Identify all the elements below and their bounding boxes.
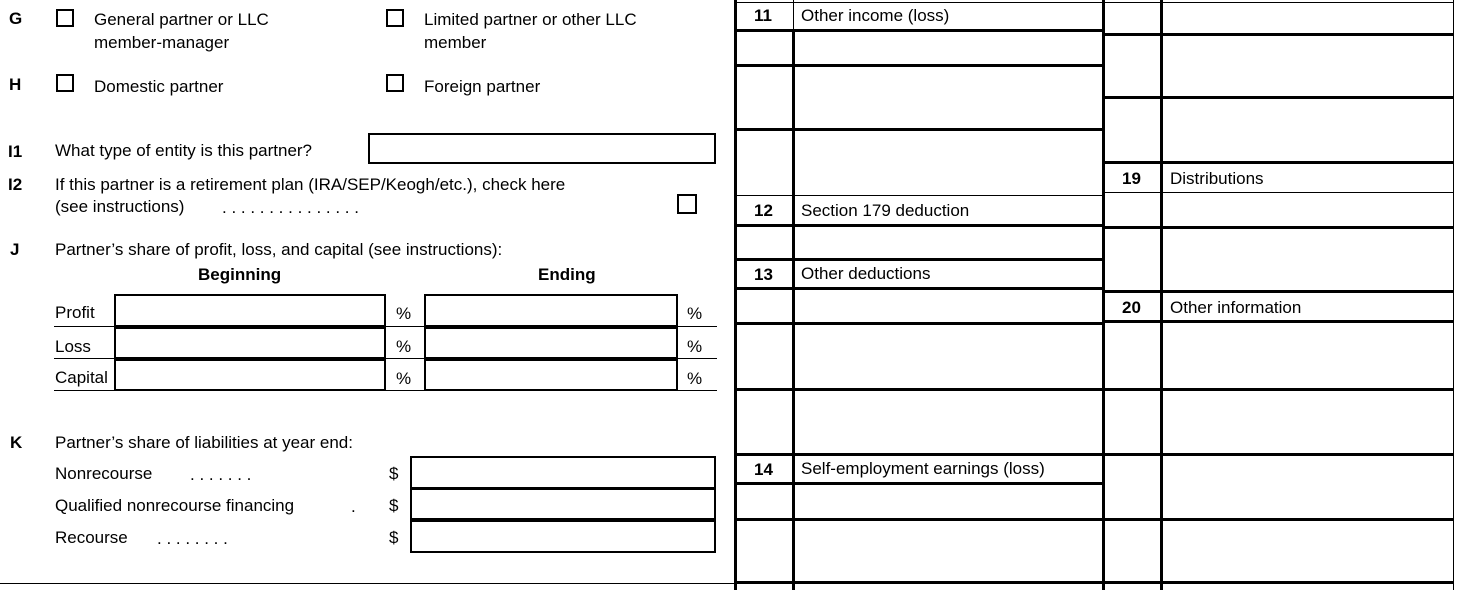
recourse-dollar-sign: $ xyxy=(389,528,399,547)
line-19-header-rule xyxy=(1102,192,1454,193)
loss-beginning-percent: % xyxy=(396,337,412,356)
foreign-partner-label: Foreign partner xyxy=(424,77,541,96)
domestic-partner-checkbox[interactable] xyxy=(56,74,74,92)
line-11-header-divider xyxy=(793,0,794,30)
capital-ending-percent: % xyxy=(687,369,703,388)
loss-row-label: Loss xyxy=(55,337,91,356)
nonrecourse-dollar-sign: $ xyxy=(389,464,399,483)
middle-column-left-border xyxy=(734,0,737,590)
line-20-number: 20 xyxy=(1122,298,1141,317)
ending-column-header: Ending xyxy=(538,265,596,284)
line-14-entry-2[interactable] xyxy=(795,521,1101,581)
item-letter-j: J xyxy=(10,240,20,259)
capital-row-label: Capital xyxy=(55,368,108,387)
general-partner-label-line1: General partner or LLC xyxy=(94,10,269,29)
right-column-number-divider xyxy=(1160,0,1163,590)
loss-beginning-field[interactable] xyxy=(114,327,386,359)
line-13-number: 13 xyxy=(754,265,773,284)
line-19-entry-2[interactable] xyxy=(1164,229,1452,290)
line-14-bottom-rule xyxy=(734,581,1104,584)
profit-ending-percent: % xyxy=(687,304,703,323)
retirement-plan-leader-dots: . . . . . . . . . . . . . . . xyxy=(222,198,359,217)
line-12-bottom-rule xyxy=(734,258,1104,261)
line-11-entry-1[interactable] xyxy=(795,32,1101,64)
beginning-column-header: Beginning xyxy=(198,265,282,284)
item-letter-g: G xyxy=(9,9,23,28)
line-20-entry-4[interactable] xyxy=(1164,521,1452,581)
general-partner-checkbox[interactable] xyxy=(56,9,74,27)
line-14-entry-1[interactable] xyxy=(795,485,1101,518)
share-profit-loss-capital-title: Partner’s share of profit, loss, and capital (see instructions): xyxy=(55,240,503,259)
recourse-label: Recourse xyxy=(55,528,128,547)
loss-ending-field[interactable] xyxy=(424,327,678,359)
line-12-entry-1[interactable] xyxy=(795,227,1101,258)
line-20-bottom-rule xyxy=(1102,581,1454,584)
line-20-entry-2[interactable] xyxy=(1164,391,1452,453)
line-14-number: 14 xyxy=(754,460,773,479)
line-13-bottom-rule xyxy=(734,453,1104,456)
line-12-label: Section 179 deduction xyxy=(801,201,970,220)
line-19-label: Distributions xyxy=(1170,169,1264,188)
foreign-partner-checkbox[interactable] xyxy=(386,74,404,92)
line-13-label: Other deductions xyxy=(801,264,931,283)
entity-type-field[interactable] xyxy=(368,133,716,164)
line-11-number: 11 xyxy=(754,6,772,25)
line-13-entry-3[interactable] xyxy=(795,391,1101,453)
profit-beginning-field[interactable] xyxy=(114,294,386,327)
line-19-entry-1[interactable] xyxy=(1164,194,1452,226)
profit-ending-field[interactable] xyxy=(424,294,678,327)
item-letter-i2: I2 xyxy=(8,175,23,194)
qualified-nonrecourse-leader-dots: . xyxy=(351,497,356,516)
entity-type-question: What type of entity is this partner? xyxy=(55,141,313,160)
liabilities-title: Partner’s share of liabilities at year end: xyxy=(55,433,353,452)
profit-row-rule xyxy=(54,326,717,327)
capital-row-rule xyxy=(54,390,717,391)
limited-partner-label-line2: member xyxy=(424,33,487,52)
right-column-right-border xyxy=(1453,0,1454,590)
line-11-continuation-entry-3[interactable] xyxy=(1164,99,1452,161)
left-section-bottom-rule xyxy=(0,583,736,584)
retirement-plan-text-line1: If this partner is a retirement plan (IRA/SEP/Keogh/etc.), check here xyxy=(55,175,566,194)
item-letter-k: K xyxy=(10,433,23,452)
line-14-label: Self-employment earnings (loss) xyxy=(801,459,1045,478)
recourse-field[interactable] xyxy=(410,520,716,553)
line-12-number: 12 xyxy=(754,201,773,220)
recourse-leader-dots: . . . . . . . . xyxy=(157,529,228,548)
nonrecourse-field[interactable] xyxy=(410,456,716,489)
line-12-top-rule xyxy=(734,195,1104,196)
line-20-label: Other information xyxy=(1170,298,1302,317)
capital-beginning-percent: % xyxy=(396,369,412,388)
retirement-plan-text-line2: (see instructions) xyxy=(55,197,185,216)
line-11-entry-2[interactable] xyxy=(795,67,1101,128)
line-20-entry-3[interactable] xyxy=(1164,456,1452,518)
nonrecourse-leader-dots: . . . . . . . xyxy=(190,465,252,484)
retirement-plan-checkbox[interactable] xyxy=(677,194,697,214)
line-20-entry-1[interactable] xyxy=(1164,323,1452,388)
qualified-nonrecourse-dollar-sign: $ xyxy=(389,496,399,515)
qualified-nonrecourse-label: Qualified nonrecourse financing xyxy=(55,496,295,515)
line-19-bottom-rule xyxy=(1102,290,1454,293)
line-11-continuation-entry-1[interactable] xyxy=(1164,4,1452,33)
middle-column-top-rule xyxy=(734,2,1104,3)
line-13-entry-2[interactable] xyxy=(795,325,1101,388)
limited-partner-label-line1: Limited partner or other LLC xyxy=(424,10,637,29)
limited-partner-checkbox[interactable] xyxy=(386,9,404,27)
line-19-number: 19 xyxy=(1122,169,1141,188)
line-11-label: Other income (loss) xyxy=(801,6,950,25)
line-11-entry-3[interactable] xyxy=(795,131,1101,194)
nonrecourse-label: Nonrecourse xyxy=(55,464,153,483)
capital-beginning-field[interactable] xyxy=(114,359,386,391)
qualified-nonrecourse-field[interactable] xyxy=(410,488,716,520)
domestic-partner-label: Domestic partner xyxy=(94,77,224,96)
middle-column-right-border xyxy=(1102,0,1105,590)
profit-row-label: Profit xyxy=(55,303,95,322)
item-letter-i1: I1 xyxy=(8,142,23,161)
right-rule-3 xyxy=(1102,161,1454,164)
profit-beginning-percent: % xyxy=(396,304,412,323)
capital-ending-field[interactable] xyxy=(424,359,678,391)
loss-ending-percent: % xyxy=(687,337,703,356)
general-partner-label-line2: member-manager xyxy=(94,33,230,52)
loss-row-rule xyxy=(54,358,717,359)
line-11-continuation-entry-2[interactable] xyxy=(1164,36,1452,96)
item-letter-h: H xyxy=(9,75,22,94)
line-13-entry-1[interactable] xyxy=(795,290,1101,322)
right-column-top-rule xyxy=(1102,2,1454,3)
